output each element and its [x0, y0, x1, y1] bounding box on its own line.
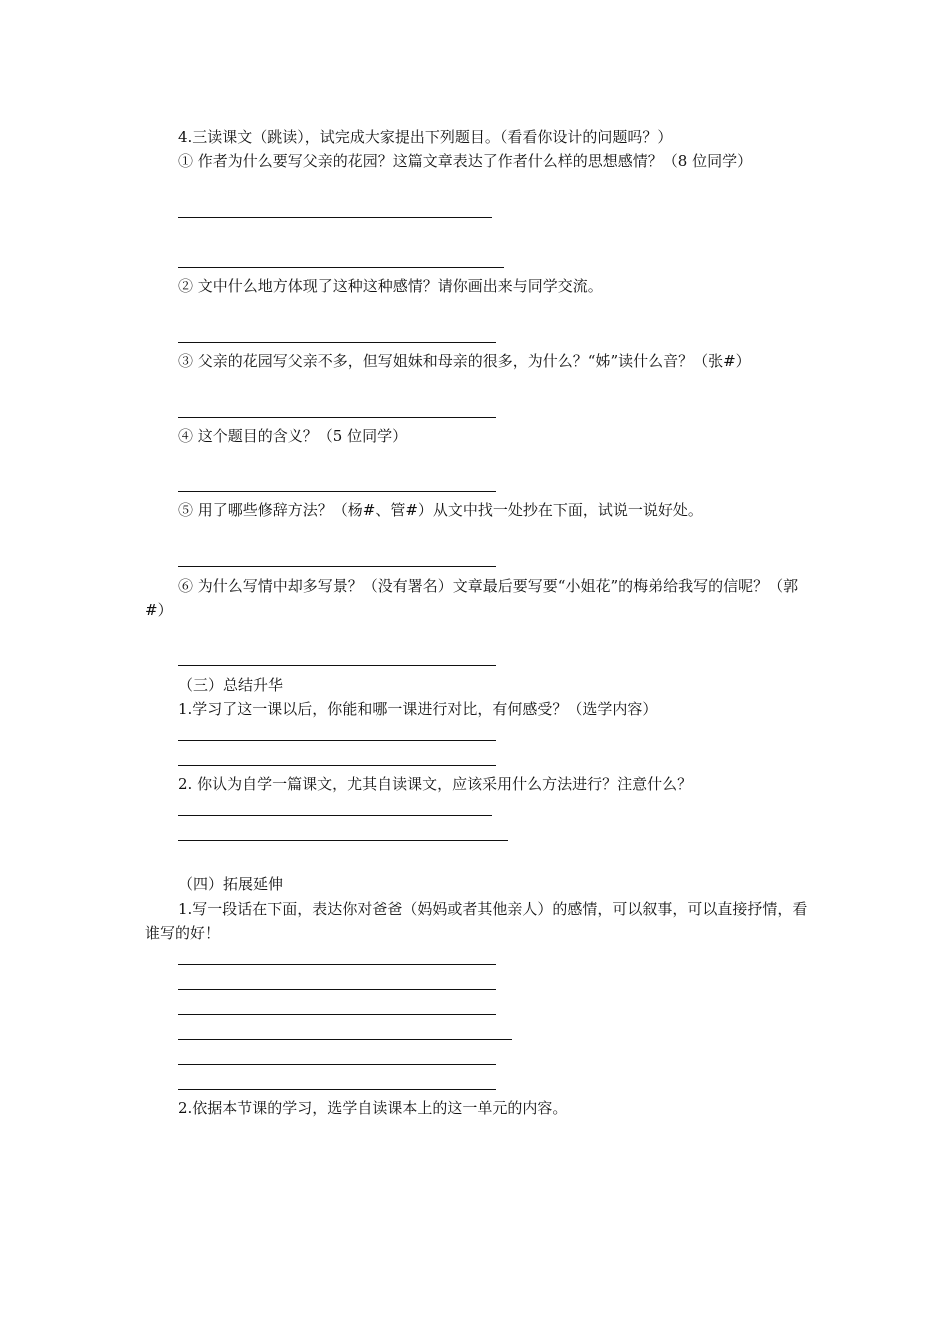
- question-2: ② 文中什么地方体现了这种这种感情？请你画出来与同学交流。: [178, 277, 603, 295]
- answer-line: [178, 417, 496, 418]
- question-6: ⑥ 为什么写情中却多写景？（没有署名）文章最后要写要“小姐花”的梅弟给我写的信呢？（郭#）: [145, 577, 799, 619]
- question-1: ① 作者为什么要写父亲的花园？这篇文章表达了作者什么样的思想感情？（8 位同学）: [178, 152, 753, 170]
- summary-question-1: 1.学习了这一课以后，你能和哪一课进行对比，有何感受？（选学内容）: [178, 700, 658, 718]
- answer-line: [178, 217, 492, 218]
- extension-heading: （四）拓展延伸: [178, 875, 284, 893]
- answer-line: [178, 989, 496, 990]
- summary-question-2: 2. 你认为自学一篇课文，尤其自读课文，应该采用什么方法进行？注意什么？: [178, 775, 693, 793]
- answer-line: [178, 342, 496, 343]
- answer-line: [178, 665, 496, 666]
- answer-line: [178, 964, 496, 965]
- answer-line: [178, 1064, 496, 1065]
- answer-line: [178, 765, 496, 766]
- answer-line: [178, 1014, 496, 1015]
- question-4: ④ 这个题目的含义？（5 位同学）: [178, 427, 408, 445]
- answer-line: [178, 840, 508, 841]
- answer-line: [178, 815, 492, 816]
- answer-line: [178, 267, 504, 268]
- extension-question-2: 2.依据本节课的学习，选学自读课本上的这一单元的内容。: [178, 1099, 568, 1117]
- answer-line: [178, 740, 496, 741]
- question-5: ⑤ 用了哪些修辞方法？（杨#、管#）从文中找一处抄在下面，试说一说好处。: [178, 501, 703, 519]
- extension-question-1: 1.写一段话在下面，表达你对爸爸（妈妈或者其他亲人）的感情，可以叙事，可以直接抒情，看谁写的好！: [145, 900, 808, 942]
- reading-task-intro: 4.三读课文（跳读），试完成大家提出下列题目。（看看你设计的问题吗？）: [178, 128, 673, 146]
- answer-line: [178, 1039, 512, 1040]
- answer-line: [178, 1089, 496, 1090]
- answer-line: [178, 491, 496, 492]
- answer-line: [178, 566, 496, 567]
- summary-heading: （三）总结升华: [178, 676, 284, 694]
- question-3: ③ 父亲的花园写父亲不多，但写姐妹和母亲的很多，为什么？“姊”读什么音？（张#）: [178, 352, 751, 370]
